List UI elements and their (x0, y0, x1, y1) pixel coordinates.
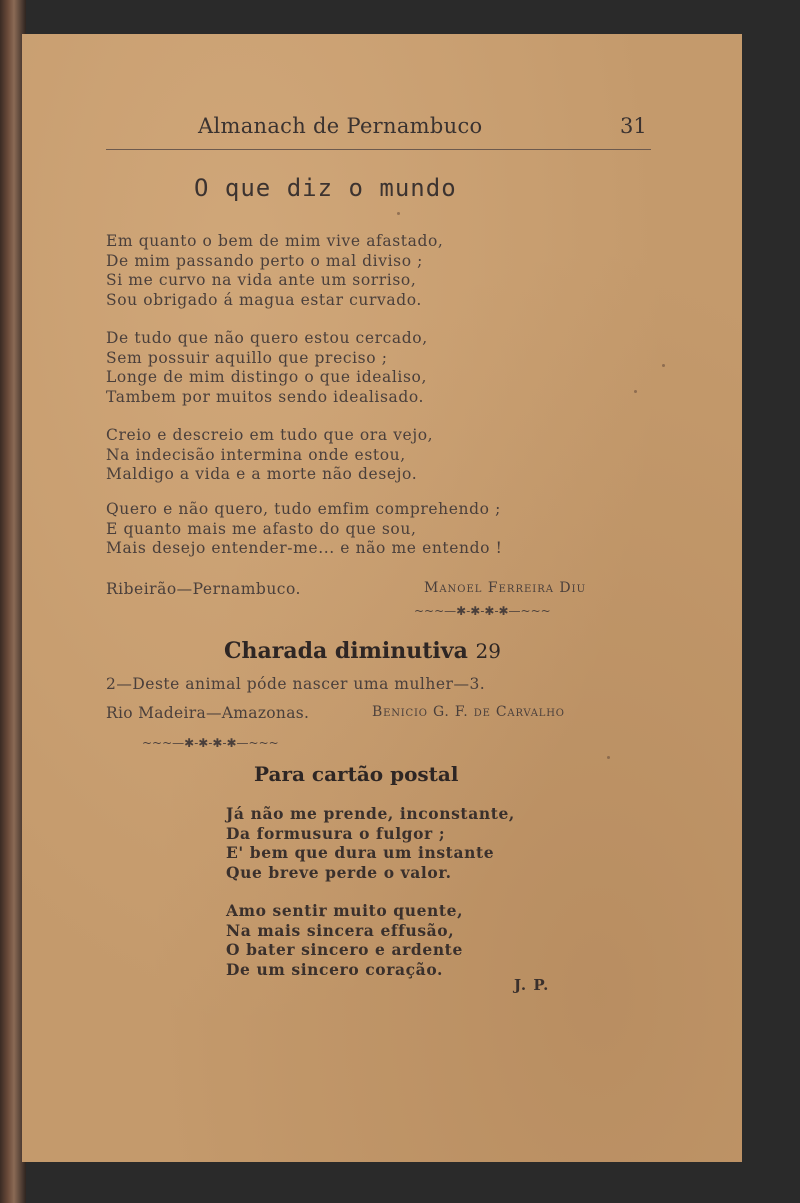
poem-stanza (226, 901, 463, 979)
poem-line: Mais desejo entender-me... e não me entendo ! (106, 539, 503, 557)
charada-author: Benicio G. F. de Carvalho (372, 704, 565, 720)
poem-line: Que breve perde o valor. (226, 862, 452, 882)
poem-line: E' bem que dura um instante (226, 843, 495, 862)
poem-title: O que diz o mundo (194, 174, 457, 202)
poem-line: Já não me prende, inconstante, (226, 804, 515, 823)
poem-line: O bater sincero e ardente (226, 940, 463, 959)
poem-stanza (106, 329, 428, 407)
poem-stanza (226, 804, 515, 882)
poem-author: Manoel Ferreira Diu (424, 580, 587, 596)
charada-location: Rio Madeira—Amazonas. (106, 704, 310, 722)
book-page (22, 34, 742, 1162)
poem-stanza (106, 232, 443, 310)
poem-line: Si me curvo na vida ante um sorriso, (106, 271, 417, 289)
poem-line: Quero e não quero, tudo emfim comprehendo ; (106, 500, 501, 518)
poem-line: Amo sentir muito quente, (226, 901, 464, 920)
poem-line: Longe de mim distingo o que idealiso, (106, 368, 427, 386)
charada-text: 2—Deste animal póde nascer uma mulher—3. (106, 675, 486, 693)
ornament-divider: ~~~—✱-✱-✱-✱—~~~ (414, 604, 551, 618)
poem-line: Sem possuir aquillo que preciso ; (106, 348, 388, 367)
poem-line: Tambem por muitos sendo idealisado. (106, 387, 425, 406)
poem-line: De tudo que não quero estou cercado, (106, 329, 428, 347)
page-number: 31 (620, 114, 647, 138)
poem-line: Creio e descreio em tudo que ora vejo, (106, 426, 434, 444)
poem-line: Sou obrigado á magua estar curvado. (106, 290, 422, 309)
poem-stanza (106, 426, 433, 485)
poem-line: E quanto mais me afasto do que sou, (106, 519, 417, 538)
charada-number: 29 (475, 639, 501, 663)
postcard-poem-title: Para cartão postal (254, 762, 459, 786)
poem-line: Da formusura o fulgor ; (226, 823, 446, 843)
poem-stanza (106, 500, 502, 559)
ornament-divider: ~~~—✱-✱-✱-✱—~~~ (142, 736, 279, 750)
header-rule (106, 149, 651, 150)
poem-line: Em quanto o bem de mim vive afastado, (106, 232, 444, 250)
postcard-poem-author: J. P. (514, 976, 550, 994)
poem-line: Na indecisão intermina onde estou, (106, 445, 406, 464)
poem-line: De um sincero coração. (226, 959, 443, 979)
poem-line: De mim passando perto o mal diviso ; (106, 251, 423, 270)
charada-title-text: Charada diminutiva (224, 638, 468, 664)
running-header: Almanach de Pernambuco (198, 114, 483, 138)
poem-line: Maldigo a vida e a morte não desejo. (106, 465, 418, 483)
poem-line: Na mais sincera effusão, (226, 920, 455, 940)
charada-title (224, 638, 501, 664)
poem-location: Ribeirão—Pernambuco. (106, 580, 301, 598)
